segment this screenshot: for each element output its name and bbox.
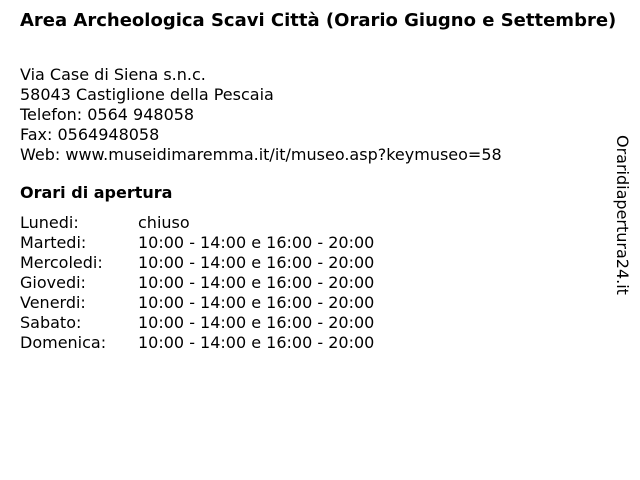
hours-row-monday — [20, 213, 374, 233]
day-label: Giovedi: — [20, 273, 86, 292]
day-label: Martedi: — [20, 233, 87, 252]
time-value: 10:00 - 14:00 e 16:00 - 20:00 — [138, 233, 375, 252]
website-link[interactable]: Web: www.museidimaremma.it/it/museo.asp?keymuseo=58 — [20, 145, 502, 164]
city-address: 58043 Castiglione della Pescaia — [20, 85, 274, 104]
hours-row-friday — [20, 293, 374, 313]
hours-row-sunday — [20, 333, 374, 353]
address-block — [20, 65, 502, 165]
phone-number: Telefon: 0564 948058 — [20, 105, 195, 124]
day-label: Lunedi: — [20, 213, 79, 232]
day-label: Venerdi: — [20, 293, 86, 312]
hours-row-thursday — [20, 273, 374, 293]
time-value: 10:00 - 14:00 e 16:00 - 20:00 — [138, 293, 375, 312]
day-label: Domenica: — [20, 333, 107, 352]
street-address: Via Case di Siena s.n.c. — [20, 65, 206, 84]
site-watermark: Oraridiapertura24.it — [613, 135, 632, 295]
hours-row-saturday — [20, 313, 374, 333]
time-value: 10:00 - 14:00 e 16:00 - 20:00 — [138, 333, 375, 352]
opening-hours-table — [20, 213, 374, 353]
time-value: 10:00 - 14:00 e 16:00 - 20:00 — [138, 253, 375, 272]
fax-number: Fax: 0564948058 — [20, 125, 160, 144]
opening-hours-heading: Orari di apertura — [20, 183, 173, 202]
hours-row-tuesday — [20, 233, 374, 253]
day-label: Sabato: — [20, 313, 82, 332]
page-title: Area Archeologica Scavi Città (Orario Giugno e Settembre) — [20, 10, 617, 31]
day-label: Mercoledi: — [20, 253, 103, 272]
time-value: chiuso — [138, 213, 190, 232]
time-value: 10:00 - 14:00 e 16:00 - 20:00 — [138, 273, 375, 292]
time-value: 10:00 - 14:00 e 16:00 - 20:00 — [138, 313, 375, 332]
hours-row-wednesday — [20, 253, 374, 273]
